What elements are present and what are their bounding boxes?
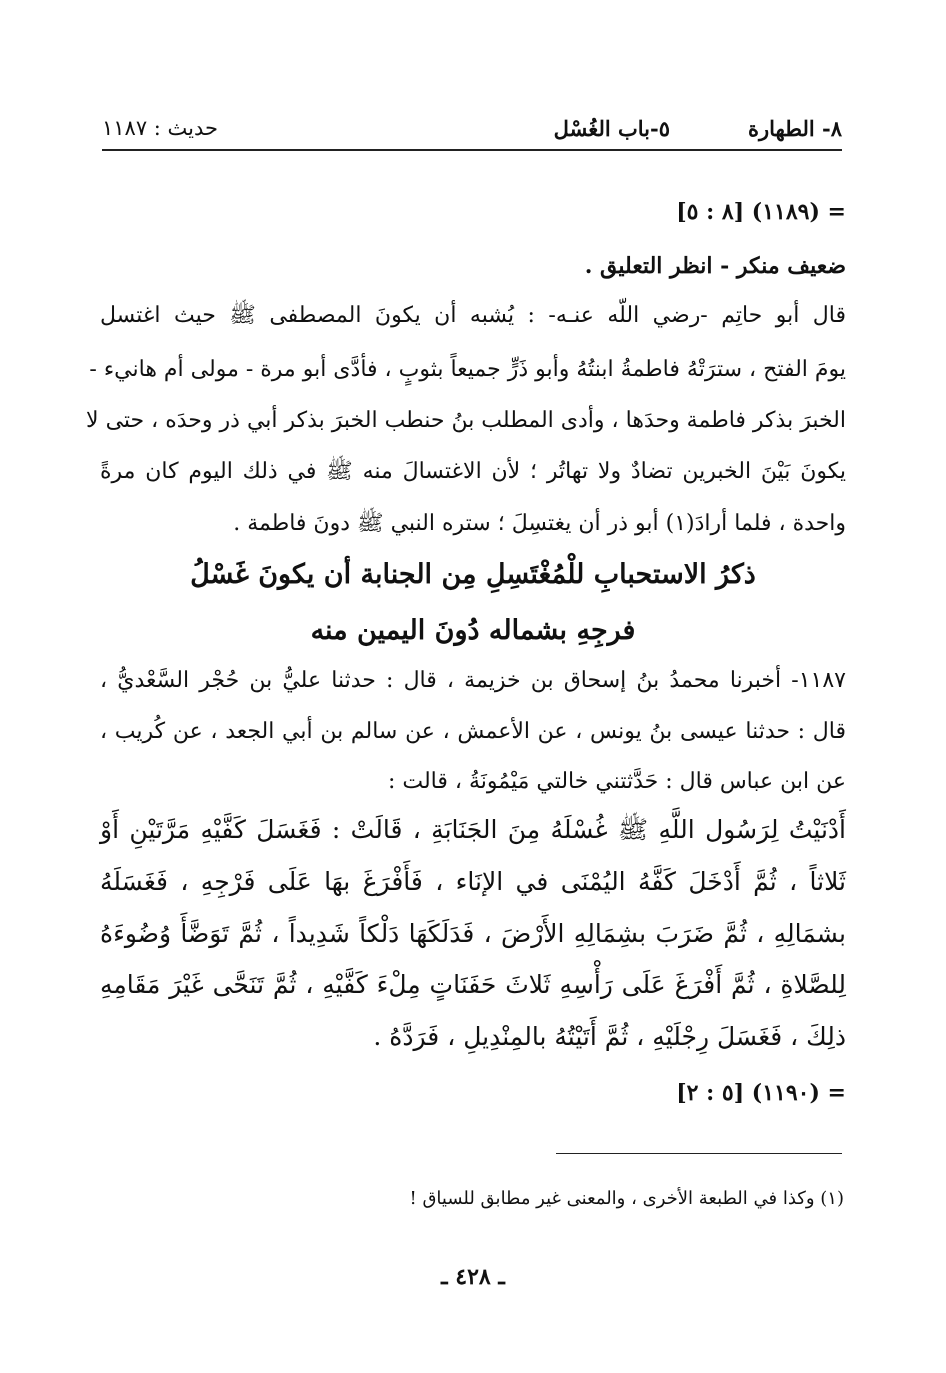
- header-divider: [102, 149, 842, 151]
- hadith-reference: حديث : ١١٨٧: [102, 116, 219, 140]
- page-number: ـ ٤٢٨ ـ: [441, 1264, 505, 1290]
- running-header: [102, 112, 842, 148]
- book-title: ٨- الطهارة: [748, 116, 842, 141]
- isnad-line: ١١٨٧- أخبرنا محمدُ بنُ إسحاق بن خزيمة ، قال : حدثنا عليُّ بن حُجْر السَّعْديُّ ،: [100, 668, 846, 693]
- cross-reference: = (١١٩٠) [٥ : ٢]: [676, 1080, 846, 1106]
- footnote-divider: [556, 1153, 842, 1154]
- matn-line: بشمَالِهِ ، ثُمَّ ضَرَبَ بشِمَالِهِ الأَرْضَ ، فَدَلَكَهَا دَلْكاً شَدِيداً ، ثُمَّ تَوَضَّأَ وُضُوءَهُ: [100, 919, 846, 948]
- section-heading: فرجِهِ بشماله دُونَ اليمين منه: [310, 615, 636, 646]
- matn-line: ذلِكَ ، فَغَسَلَ رِجْلَيْهِ ، ثُمَّ أَتَيْتُهُ بالمِنْدِيلِ ، فَرَدَّهُ .: [373, 1022, 846, 1051]
- cross-reference: = (١١٨٩) [٨ : ٥]: [676, 199, 846, 225]
- comment-line: يومَ الفتح ، سترَتْهُ فاطمةُ ابنتُهُ وأبو ذَرٍّ جميعاً بثوبٍ ، فأدَّى أبو مرة - مولى أم هانيء -: [89, 357, 846, 382]
- comment-line: الخبرَ بذكر فاطمة وحدَها ، وأدى المطلب بنُ حنطب الخبرَ بذكر أبي ذر وحدَه ، حتى لا: [86, 408, 846, 433]
- chapter-title: ٥-باب الغُسْل: [553, 116, 670, 141]
- comment-line: يكونَ بَيْنَ الخبرين تضادٌ ولا تهاتُر ؛ لأن الاغتسالَ منه ﷺ في ذلك اليوم كان مرةً: [100, 459, 846, 484]
- isnad-line: عن ابن عباس قال : حَدَّثتني خالتي مَيْمُونَةُ ، قالت :: [387, 769, 846, 794]
- grade-note: ضعيف منكر - انظر التعليق .: [584, 253, 846, 279]
- footnote: (١) وكذا في الطبعة الأخرى ، والمعنى غير مطابق للسياق !: [409, 1188, 844, 1209]
- matn-line: لِلصَّلاةِ ، ثُمَّ أَفْرَغَ عَلَى رَأْسِهِ ثَلاثَ حَفَنَاتٍ مِلْءَ كَفَّيْهِ ، ثُمَّ تَنَحَّى غَيْرَ مَقَامِهِ: [100, 970, 846, 999]
- comment-line: قال أبو حاتِم -رضي اللّه عنـه- : يُشبه أن يكونَ المصطفى ﷺ حيث اغتسل: [100, 303, 846, 328]
- section-heading: ذكرُ الاستحبابِ للْمُغْتَسِلِ مِن الجنابة أن يكونَ غَسْلُ: [190, 559, 756, 590]
- isnad-line: قال : حدثنا عيسى بنُ يونس ، عن الأعمش ، عن سالم بن أبي الجعد ، عن كُريب ،: [100, 719, 846, 744]
- matn-line: أَدْنَيْتُ لِرَسُول اللَّهِ ﷺ غُسْلَهُ مِنَ الجَنَابَةِ ، قَالَتْ : فَغَسَلَ كَفَّيْهِ مَرَّتَيْنِ أَوْ: [100, 815, 846, 844]
- comment-line: واحدة ، فلما أرادَ(١) أبو ذر أن يغتسِلَ ؛ ستره النبي ﷺ دونَ فاطمة .: [233, 511, 846, 536]
- matn-line: ثَلاثاً ، ثُمَّ أَدْخَلَ كَفَّهُ اليُمْنَى في الإنَاء ، فَأَفْرَغَ بهَا عَلَى فَرْجِهِ ، فَغَسَلَهُ: [100, 867, 846, 896]
